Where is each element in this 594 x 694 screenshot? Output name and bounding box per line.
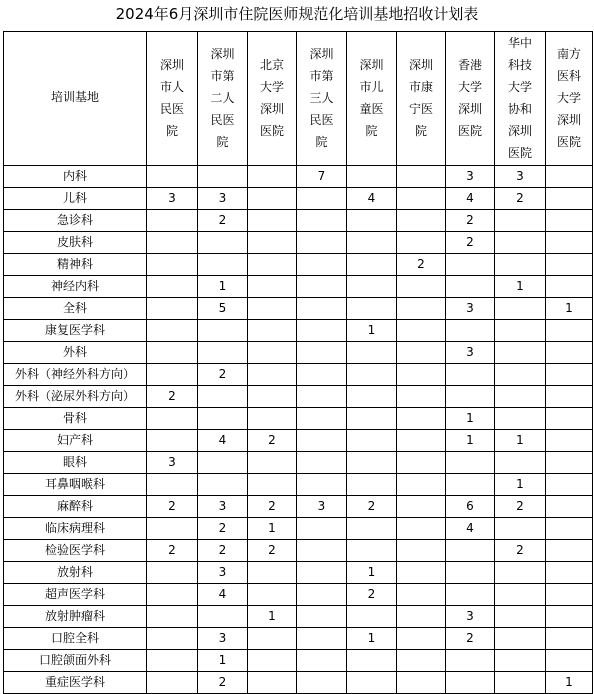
table-cell [297,650,347,672]
table-cell: 3 [198,562,248,584]
table-cell: 2 [347,496,397,518]
table-row [4,628,593,650]
table-row [4,430,593,452]
table-cell [297,188,347,210]
table-cell [397,276,446,298]
table-title: 2024年6月深圳市住院医师规范化培训基地招收计划表 [115,5,479,23]
table-cell [347,474,397,496]
table-cell [495,364,546,386]
table-cell [397,672,446,694]
table-cell [147,650,198,672]
table-cell [446,562,495,584]
row-label-base: 外科 [4,342,147,364]
table-cell [495,672,546,694]
table-cell [495,584,546,606]
table-row [4,276,593,298]
table-cell [248,320,297,342]
table-cell [198,606,248,628]
table-cell [248,276,297,298]
table-cell [297,298,347,320]
table-cell [495,562,546,584]
table-cell [248,452,297,474]
table-cell: 2 [147,496,198,518]
table-cell: 1 [198,650,248,672]
table-row [4,452,593,474]
table-cell: 2 [347,584,397,606]
table-cell [147,254,198,276]
table-cell: 1 [347,562,397,584]
table-cell [347,650,397,672]
table-cell [297,342,347,364]
table-cell [297,584,347,606]
row-label-base: 全科 [4,298,147,320]
table-cell [147,628,198,650]
table-row [4,364,593,386]
table-cell [347,386,397,408]
row-label-base: 放射肿瘤科 [4,606,147,628]
row-label-base: 眼科 [4,452,147,474]
table-cell [248,254,297,276]
table-cell [397,364,446,386]
table-cell: 2 [198,364,248,386]
table-cell [446,474,495,496]
column-header-hospital: 香港大学深圳医院 [446,32,495,166]
table-row [4,562,593,584]
table-cell: 7 [297,166,347,188]
table-cell: 2 [248,496,297,518]
table-cell [147,298,198,320]
table-cell [546,320,593,342]
table-cell [397,188,446,210]
row-label-base: 口腔颌面外科 [4,650,147,672]
table-row [4,342,593,364]
table-cell: 3 [198,188,248,210]
table-cell: 1 [347,320,397,342]
table-cell [397,298,446,320]
table-cell [248,474,297,496]
table-cell [147,584,198,606]
table-cell [546,474,593,496]
table-cell: 3 [147,188,198,210]
table-row [4,298,593,320]
table-cell [347,166,397,188]
table-cell [147,166,198,188]
table-cell [397,496,446,518]
table-row [4,188,593,210]
table-cell [546,650,593,672]
table-cell [248,210,297,232]
table-cell [495,298,546,320]
table-cell: 2 [446,628,495,650]
table-cell [147,364,198,386]
table-cell: 2 [147,540,198,562]
table-cell: 3 [495,166,546,188]
table-cell: 3 [297,496,347,518]
table-cell [495,386,546,408]
table-cell [147,276,198,298]
table-cell [347,606,397,628]
table-cell [546,562,593,584]
table-cell [347,518,397,540]
table-cell [546,584,593,606]
table-cell [495,628,546,650]
row-label-base: 临床病理科 [4,518,147,540]
table-cell: 2 [248,430,297,452]
table-cell [546,364,593,386]
table-cell: 4 [446,188,495,210]
table-cell: 1 [546,672,593,694]
table-cell [198,386,248,408]
table-cell: 5 [198,298,248,320]
table-cell [397,408,446,430]
table-cell: 1 [446,430,495,452]
table-cell [147,474,198,496]
table-cell: 4 [446,518,495,540]
table-cell [546,540,593,562]
table-cell [147,408,198,430]
table-cell [248,562,297,584]
table-cell [397,650,446,672]
table-cell [297,562,347,584]
table-cell: 2 [198,540,248,562]
table-row [4,606,593,628]
table-cell [397,540,446,562]
table-cell [347,210,397,232]
table-row [4,210,593,232]
table-cell [546,408,593,430]
table-cell [147,606,198,628]
table-cell [147,232,198,254]
table-cell [147,430,198,452]
column-header-hospital: 北京大学深圳医院 [248,32,297,166]
row-label-base: 儿科 [4,188,147,210]
table-cell [198,408,248,430]
table-cell [248,342,297,364]
table-cell [198,254,248,276]
row-label-base: 急诊科 [4,210,147,232]
table-cell [347,540,397,562]
table-cell [297,672,347,694]
table-cell [495,650,546,672]
table-row [4,496,593,518]
table-cell: 2 [147,386,198,408]
table-cell: 3 [446,342,495,364]
table-cell: 2 [495,540,546,562]
table-row [4,254,593,276]
table-cell [147,672,198,694]
table-cell [546,232,593,254]
table-cell [397,518,446,540]
table-cell [297,518,347,540]
table-row [4,232,593,254]
table-cell [147,342,198,364]
table-cell [297,320,347,342]
table-cell [347,672,397,694]
table-cell [446,650,495,672]
table-cell [495,320,546,342]
table-row [4,474,593,496]
table-cell [397,386,446,408]
table-cell: 3 [198,496,248,518]
row-label-base: 妇产科 [4,430,147,452]
table-cell [397,606,446,628]
table-cell [495,606,546,628]
table-row [4,386,593,408]
table-cell [446,276,495,298]
table-cell [297,628,347,650]
column-header-base: 培训基地 [4,32,147,166]
table-cell: 2 [397,254,446,276]
table-cell [147,210,198,232]
table-cell: 4 [198,430,248,452]
table-cell [446,364,495,386]
table-cell [248,650,297,672]
table-cell [446,452,495,474]
row-label-base: 神经内科 [4,276,147,298]
table-cell [297,210,347,232]
table-cell [297,254,347,276]
table-cell [198,452,248,474]
table-cell: 1 [248,518,297,540]
table-cell: 2 [495,188,546,210]
table-cell: 2 [248,540,297,562]
table-cell [248,386,297,408]
row-label-base: 麻醉科 [4,496,147,518]
table-row [4,518,593,540]
table-cell [495,254,546,276]
column-header-hospital: 南方医科大学深圳医院 [546,32,593,166]
table-cell [495,232,546,254]
table-cell [198,320,248,342]
table-cell [297,386,347,408]
table-cell [495,210,546,232]
table-cell: 3 [446,606,495,628]
table-cell [397,430,446,452]
table-row [4,650,593,672]
table-cell: 3 [147,452,198,474]
table-cell [198,342,248,364]
table-cell [546,496,593,518]
table-cell [347,430,397,452]
table-cell: 1 [495,276,546,298]
table-row [4,584,593,606]
column-header-hospital: 深圳市人民医院 [147,32,198,166]
table-cell [446,386,495,408]
table-cell [297,232,347,254]
table-cell [546,276,593,298]
table-cell: 2 [198,672,248,694]
header-row [4,32,593,166]
table-cell [546,210,593,232]
table-cell [546,254,593,276]
table-cell [248,672,297,694]
table-cell [397,562,446,584]
table-cell [198,166,248,188]
column-header-hospital: 深圳市康宁医院 [397,32,446,166]
table-cell [297,430,347,452]
table-cell [297,606,347,628]
table-cell [248,166,297,188]
table-cell [248,408,297,430]
row-label-base: 内科 [4,166,147,188]
row-label-base: 骨科 [4,408,147,430]
table-row [4,166,593,188]
table-cell: 2 [198,210,248,232]
table-cell [248,232,297,254]
table-cell [546,606,593,628]
table-cell [248,584,297,606]
table-cell: 3 [198,628,248,650]
table-cell [147,562,198,584]
table-cell: 1 [495,474,546,496]
table-cell [546,430,593,452]
table-cell [347,452,397,474]
table-cell [446,672,495,694]
table-cell [347,298,397,320]
row-label-base: 放射科 [4,562,147,584]
table-cell: 2 [198,518,248,540]
table-cell [546,386,593,408]
table-cell [248,628,297,650]
table-cell [495,408,546,430]
table-cell [397,474,446,496]
row-label-base: 皮肤科 [4,232,147,254]
row-label-base: 耳鼻咽喉科 [4,474,147,496]
table-cell [347,254,397,276]
table-cell [397,452,446,474]
table-cell [446,254,495,276]
column-header-hospital: 深圳市第三人民医院 [297,32,347,166]
table-cell [397,166,446,188]
table-cell [198,474,248,496]
table-row [4,408,593,430]
table-cell: 1 [495,430,546,452]
table-cell: 6 [446,496,495,518]
table-cell [297,474,347,496]
table-cell [297,364,347,386]
row-label-base: 超声医学科 [4,584,147,606]
table-cell [347,232,397,254]
table-cell: 3 [446,166,495,188]
row-label-base: 外科（神经外科方向） [4,364,147,386]
table-cell [297,276,347,298]
table-cell [446,540,495,562]
table-cell [297,452,347,474]
table-cell [546,628,593,650]
table-cell: 1 [347,628,397,650]
table-cell [347,364,397,386]
table-cell [546,188,593,210]
column-header-hospital: 华中科技大学协和深圳医院 [495,32,546,166]
table-row [4,320,593,342]
table-cell [248,364,297,386]
table-cell [446,320,495,342]
row-label-base: 口腔全科 [4,628,147,650]
row-label-base: 重症医学科 [4,672,147,694]
enrollment-plan-table [3,31,593,694]
table-cell [347,276,397,298]
table-cell [397,210,446,232]
table-cell [347,408,397,430]
table-cell: 4 [198,584,248,606]
table-cell [446,584,495,606]
table-cell [495,518,546,540]
table-cell [297,408,347,430]
table-cell: 3 [446,298,495,320]
row-label-base: 康复医学科 [4,320,147,342]
column-header-hospital: 深圳市儿童医院 [347,32,397,166]
table-cell [397,320,446,342]
table-cell [546,518,593,540]
table-cell [147,320,198,342]
table-cell [347,342,397,364]
table-cell [147,518,198,540]
table-cell: 1 [198,276,248,298]
row-label-base: 检验医学科 [4,540,147,562]
row-label-base: 精神科 [4,254,147,276]
table-cell [495,452,546,474]
table-cell [546,452,593,474]
table-cell [397,584,446,606]
table-cell: 4 [347,188,397,210]
table-cell [248,298,297,320]
table-row [4,540,593,562]
row-label-base: 外科（泌尿外科方向） [4,386,147,408]
table-body [4,166,593,694]
table-cell: 1 [248,606,297,628]
table-cell [397,628,446,650]
table-cell: 1 [446,408,495,430]
table-cell [297,540,347,562]
table-cell [546,342,593,364]
table-cell [397,342,446,364]
table-cell [248,188,297,210]
table-cell: 2 [446,210,495,232]
table-cell: 1 [546,298,593,320]
table-cell [546,166,593,188]
column-header-hospital: 深圳市第二人民医院 [198,32,248,166]
table-row [4,672,593,694]
table-cell: 2 [446,232,495,254]
table-cell [198,232,248,254]
table-cell: 2 [495,496,546,518]
table-cell [495,342,546,364]
table-cell [397,232,446,254]
